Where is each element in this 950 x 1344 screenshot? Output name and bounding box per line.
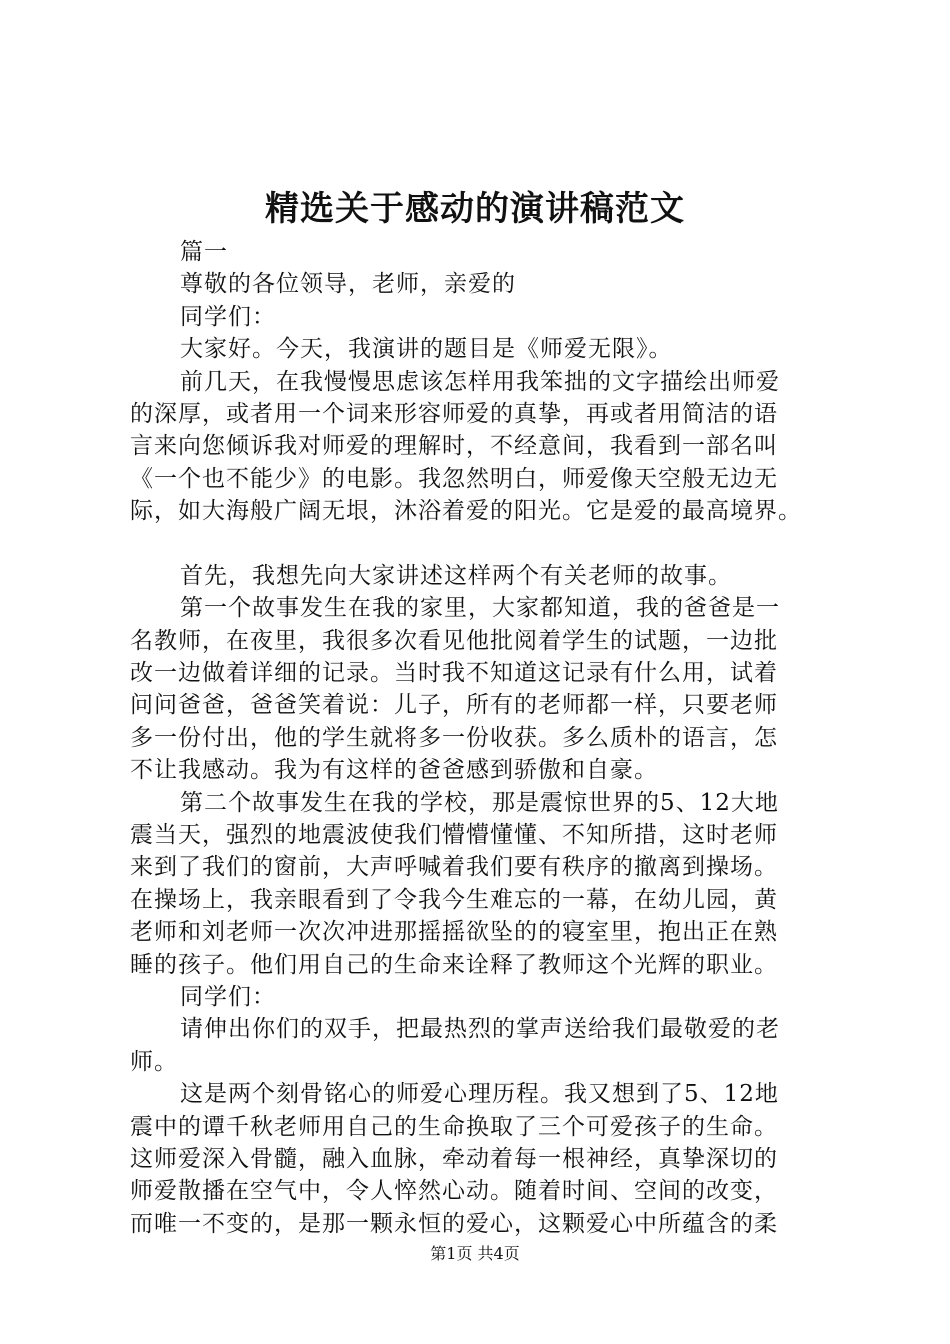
text-line: 第一个故事发生在我的家里，大家都知道，我的爸爸是一	[180, 595, 780, 622]
text-line: 大家好。今天，我演讲的题目是《师爱无限》。	[180, 336, 673, 363]
text-line: 师爱散播在空气中，令人悴然心动。随着时间、空间的改变，	[130, 1178, 778, 1205]
text-line: 名教师，在夜里，我很多次看见他批阅着学生的试题，一边批	[130, 627, 778, 654]
text-line: 问问爸爸，爸爸笑着说：儿子，所有的老师都一样，只要老师	[130, 692, 778, 719]
text-line: 同学们：	[180, 303, 276, 330]
text-line: 震中的谭千秋老师用自己的生命换取了三个可爱孩子的生命。	[130, 1113, 778, 1140]
text-line: 师。	[130, 1048, 178, 1075]
text-line: 第二个故事发生在我的学校，那是震惊世界的5、12大地	[180, 789, 779, 816]
text-line: 言来向您倾诉我对师爱的理解时，不经意间，我看到一部名叫	[130, 433, 778, 460]
text-line: 睡的孩子。他们用自己的生命来诠释了教师这个光辉的职业。	[130, 951, 778, 978]
text-line: 而唯一不变的，是那一颗永恒的爱心，这颗爱心中所蕴含的柔	[130, 1210, 778, 1237]
text-line: 际，如大海般广阔无垠，沐浴着爱的阳光。它是爱的最高境界。	[130, 498, 802, 525]
text-line: 首先，我想先向大家讲述这样两个有关老师的故事。	[180, 562, 732, 589]
blank-line	[130, 528, 830, 560]
document-title: 精选关于感动的演讲稿范文	[265, 189, 685, 229]
document-body	[130, 236, 830, 1240]
text-line: 同学们：	[180, 983, 276, 1010]
page-footer: 第1页 共4页	[430, 1244, 520, 1263]
text-line: 来到了我们的窗前，大声呼喊着我们要有秩序的撤离到操场。	[130, 854, 778, 881]
text-line: 请伸出你们的双手，把最热烈的掌声送给我们最敬爱的老	[180, 1016, 780, 1043]
text-line: 不让我感动。我为有这样的爸爸感到骄傲和自豪。	[130, 757, 658, 784]
text-line: 的深厚，或者用一个词来形容师爱的真挚，再或者用简洁的语	[130, 400, 778, 427]
text-line: 老师和刘老师一次次冲进那摇摇欲坠的的寝室里，抱出正在熟	[130, 919, 778, 946]
text-line: 尊敬的各位领导，老师，亲爱的	[180, 271, 516, 298]
text-line: 这是两个刻骨铭心的师爱心理历程。我又想到了5、12地	[180, 1081, 779, 1108]
text-line: 前几天，在我慢慢思虑该怎样用我笨拙的文字描绘出师爱	[180, 368, 780, 395]
text-line: 在操场上，我亲眼看到了令我今生难忘的一幕，在幼儿园，黄	[130, 886, 778, 913]
text-line: 《一个也不能少》的电影。我忽然明白，师爱像天空般无边无	[130, 465, 778, 492]
text-line: 震当天，强烈的地震波使我们懵懵懂懂、不知所措，这时老师	[130, 822, 778, 849]
text-line: 这师爱深入骨髓，融入血脉，牵动着每一根神经，真挚深切的	[130, 1145, 778, 1172]
text-line: 多一份付出，他的学生就将多一份收获。多么质朴的语言，怎	[130, 724, 778, 751]
text-line: 改一边做着详细的记录。当时我不知道这记录有什么用，试着	[130, 660, 778, 687]
text-line: 篇一	[180, 239, 228, 265]
